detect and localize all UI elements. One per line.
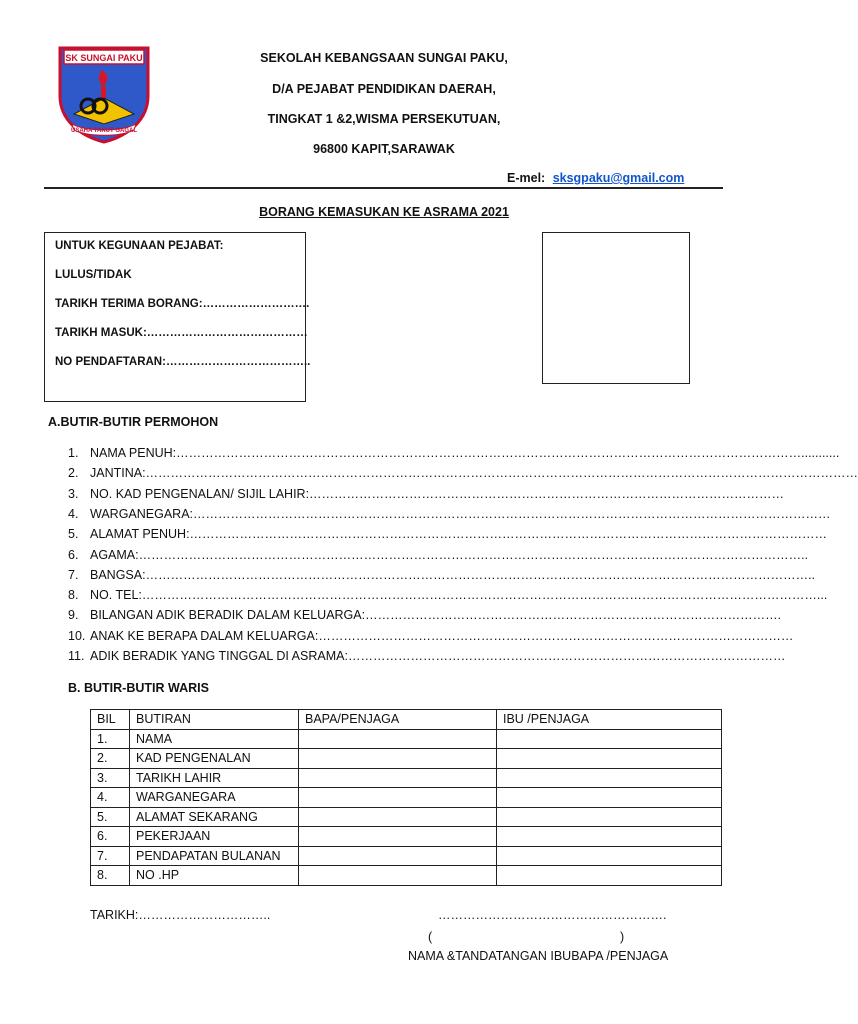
applicant-field-row (68, 466, 858, 481)
header-divider (44, 187, 723, 189)
row-butiran: KAD PENGENALAN (130, 749, 299, 769)
ibu-penjaga-cell[interactable] (497, 729, 722, 749)
row-bil: 5. (91, 807, 130, 827)
table-row (91, 768, 722, 788)
address-line-2: TINGKAT 1 &2,WISMA PERSEKUTUAN, (267, 112, 501, 126)
signature-line: ………………………………………………. (438, 908, 667, 922)
field-label: NAMA PENUH:……………………………………………………………………………………………………………………………………........... (90, 446, 840, 460)
field-number: 4. (68, 506, 79, 521)
row-butiran: PEKERJAAN (130, 827, 299, 847)
logo-motto-text: USAHA TAKUT GAGAL (71, 128, 137, 134)
form-title: BORANG KEMASUKAN KE ASRAMA 2021 (259, 205, 509, 219)
logo-banner-text: SK SUNGAI PAKU (65, 53, 143, 63)
field-label: ADIK BERADIK YANG TINGGAL DI ASRAMA:…………………………………………………………………………………………… (90, 649, 786, 663)
field-label: BANGSA:…………………………………………………………………………………………………………………………………………….. (90, 567, 816, 582)
field-number: 3. (68, 486, 79, 501)
table-row (91, 807, 722, 827)
ibu-penjaga-cell[interactable] (497, 827, 722, 847)
bapa-penjaga-cell[interactable] (299, 807, 497, 827)
applicant-field-row (68, 649, 786, 663)
row-bil: 2. (91, 749, 130, 769)
row-bil: 4. (91, 788, 130, 808)
ibu-penjaga-cell[interactable] (497, 749, 722, 769)
section-a-title: A.BUTIR-BUTIR PERMOHON (48, 415, 219, 429)
field-label: ALAMAT PENUH:……………………………………………………………………………………………………………………………………… (90, 527, 828, 542)
ibu-penjaga-cell[interactable] (497, 866, 722, 886)
row-bil: 3. (91, 768, 130, 788)
row-butiran: NAMA (130, 729, 299, 749)
row-butiran: NO .HP (130, 866, 299, 886)
table-row (91, 729, 722, 749)
row-bil: 7. (91, 846, 130, 866)
email-label: E-mel: (507, 171, 546, 185)
office-use-box (44, 232, 311, 402)
field-number: 1. (68, 446, 79, 460)
field-label: ANAK KE BERAPA DALAM KELUARGA:…………………………………………………………………………………………………… (90, 628, 794, 643)
bapa-penjaga-cell[interactable] (299, 827, 497, 847)
ibu-penjaga-cell[interactable] (497, 807, 722, 827)
field-label: AGAMA:…………………………………………………………………………………………………………………………………………….. (90, 547, 809, 562)
bapa-penjaga-cell[interactable] (299, 729, 497, 749)
applicant-field-row (68, 527, 828, 542)
field-label: WARGANEGARA:……………………………………………………………………………………………………………………………………… (90, 506, 831, 521)
row-bil: 6. (91, 827, 130, 847)
email-row (507, 171, 684, 185)
field-number: 8. (68, 588, 79, 603)
row-butiran: TARIKH LAHIR (130, 768, 299, 788)
office-use-title: UNTUK KEGUNAAN PEJABAT: (55, 240, 224, 252)
row-bil: 1. (91, 729, 130, 749)
header-ibu: IBU /PENJAGA (497, 710, 722, 730)
table-row (91, 827, 722, 847)
header-bapa: BAPA/PENJAGA (299, 710, 497, 730)
ibu-penjaga-cell[interactable] (497, 768, 722, 788)
office-status: LULUS/TIDAK (55, 269, 132, 281)
applicant-field-row (68, 486, 785, 501)
row-butiran: WARGANEGARA (130, 788, 299, 808)
date-field: TARIKH:………………………….. (90, 908, 271, 922)
signature-caption: NAMA &TANDATANGAN IBUBAPA /PENJAGA (408, 949, 669, 963)
section-b-title: B. BUTIR-BUTIR WARIS (68, 681, 209, 695)
field-label: NO. TEL:………………………………………………………………………………………………………………………………………………... (90, 588, 828, 603)
field-label: NO. KAD PENGENALAN/ SIJIL LAHIR:…………………………………………………………………………………………………… (90, 486, 785, 501)
ibu-penjaga-cell[interactable] (497, 846, 722, 866)
guardian-details-table (90, 709, 722, 886)
email-link[interactable]: sksgpaku@gmail.com (552, 171, 685, 185)
field-number: 2. (68, 466, 79, 481)
office-entry-date: TARIKH MASUK:…………………………………… (55, 327, 308, 339)
bapa-penjaga-cell[interactable] (299, 749, 497, 769)
bapa-penjaga-cell[interactable] (299, 768, 497, 788)
table-row (91, 846, 722, 866)
field-number: 7. (68, 567, 79, 582)
address-line-1: D/A PEJABAT PENDIDIKAN DAERAH, (272, 82, 496, 96)
applicant-field-row (68, 506, 831, 521)
table-row (91, 866, 722, 886)
applicant-field-row (68, 628, 794, 643)
field-number: 5. (68, 527, 79, 542)
table-row (91, 749, 722, 769)
applicant-field-row (68, 446, 840, 460)
row-bil: 8. (91, 866, 130, 886)
applicant-field-row (68, 567, 816, 582)
bapa-penjaga-cell[interactable] (299, 788, 497, 808)
field-number: 10. (68, 628, 86, 643)
field-label: JANTINA:……………………………………………………………………………………………………………………………………………………… (90, 466, 858, 481)
bapa-penjaga-cell[interactable] (299, 866, 497, 886)
field-number: 11. (68, 649, 85, 663)
applicant-field-row (68, 608, 782, 623)
header-bil: BIL (91, 710, 130, 730)
office-received-date: TARIKH TERIMA BORANG:………………………. (55, 298, 310, 310)
school-name: SEKOLAH KEBANGSAAN SUNGAI PAKU, (260, 51, 508, 65)
field-number: 9. (68, 608, 79, 623)
header-butiran: BUTIRAN (130, 710, 299, 730)
ibu-penjaga-cell[interactable] (497, 788, 722, 808)
paren-close: ) (620, 930, 625, 944)
row-butiran: PENDAPATAN BULANAN (130, 846, 299, 866)
table-row (91, 788, 722, 808)
address-line-3: 96800 KAPIT,SARAWAK (313, 142, 455, 156)
photo-box (542, 232, 690, 384)
applicant-field-row (68, 588, 828, 603)
paren-open: ( (428, 930, 433, 944)
row-butiran: ALAMAT SEKARANG (130, 807, 299, 827)
table-header-row (91, 710, 722, 730)
bapa-penjaga-cell[interactable] (299, 846, 497, 866)
field-number: 6. (68, 547, 79, 562)
field-label: BILANGAN ADIK BERADIK DALAM KELUARGA:………………………………………………………………………………………. (90, 608, 782, 623)
office-registration-no: NO PENDAFTARAN:……………………………….. (55, 356, 311, 368)
applicant-field-row (68, 547, 809, 562)
